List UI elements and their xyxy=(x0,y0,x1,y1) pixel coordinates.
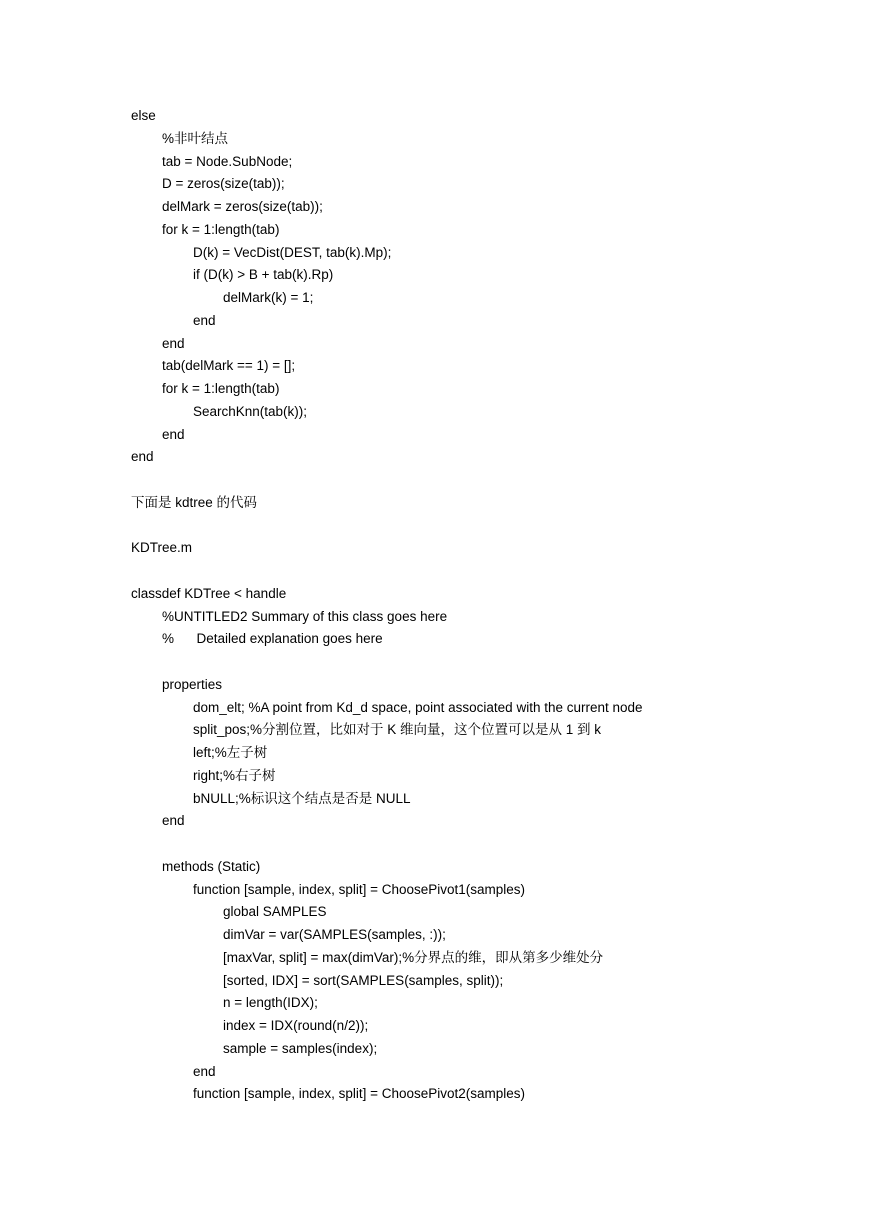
code-line-for-loop-1: for k = 1:length(tab) xyxy=(162,222,280,237)
code-line-n-length: n = length(IDX); xyxy=(223,995,318,1010)
code-line-end-for-2: end xyxy=(162,427,185,442)
code-line-if-condition: if (D(k) > B + tab(k).Rp) xyxy=(193,267,334,282)
paragraph-kdtree-intro: 下面是 kdtree 的代码 xyxy=(131,495,258,510)
code-line-split-pos: split_pos;%分割位置，比如对于 K 维向量，这个位置可以是从 1 到 k xyxy=(193,722,602,737)
code-line-global-samples: global SAMPLES xyxy=(223,904,327,919)
code-line-for-loop-2: for k = 1:length(tab) xyxy=(162,381,280,396)
code-line-sample: sample = samples(index); xyxy=(223,1041,378,1056)
code-line-end-properties: end xyxy=(162,813,185,828)
code-line-dom-elt: dom_elt; %A point from Kd_d space, point associated with the current node xyxy=(193,700,643,715)
code-line-choosepivot2: function [sample, index, split] = ChoosePivot2(samples) xyxy=(193,1086,526,1101)
code-line-end-function: end xyxy=(193,1064,216,1079)
code-line-sort: [sorted, IDX] = sort(SAMPLES(samples, split)); xyxy=(223,973,504,988)
code-line-tab-delete: tab(delMark == 1) = []; xyxy=(162,358,296,373)
code-line-delmark-zeros: delMark = zeros(size(tab)); xyxy=(162,199,323,214)
code-line-else: else xyxy=(131,108,156,123)
code-line-searchknn: SearchKnn(tab(k)); xyxy=(193,404,308,419)
code-line-methods-static: methods (Static) xyxy=(162,859,261,874)
code-comment-non-leaf-node: %非叶结点 xyxy=(162,131,229,146)
code-line-index: index = IDX(round(n/2)); xyxy=(223,1018,369,1033)
code-line-bnull: bNULL;%标识这个结点是否是 NULL xyxy=(193,791,411,806)
code-line-d-zeros: D = zeros(size(tab)); xyxy=(162,176,285,191)
code-line-right: right;%右子树 xyxy=(193,768,276,783)
code-line-properties: properties xyxy=(162,677,223,692)
code-line-classdef: classdef KDTree < handle xyxy=(131,586,287,601)
code-line-end-for-1: end xyxy=(162,336,185,351)
code-line-end-else: end xyxy=(131,449,154,464)
code-line-tab-assign: tab = Node.SubNode; xyxy=(162,154,293,169)
file-name-heading: KDTree.m xyxy=(131,540,193,555)
code-line-delmark-set: delMark(k) = 1; xyxy=(223,290,314,305)
code-comment-summary: %UNTITLED2 Summary of this class goes here xyxy=(162,609,448,624)
code-line-dimvar: dimVar = var(SAMPLES(samples, :)); xyxy=(223,927,446,942)
code-comment-detailed: % Detailed explanation goes here xyxy=(162,631,383,646)
code-line-left: left;%左子树 xyxy=(193,745,268,760)
code-line-vecdist: D(k) = VecDist(DEST, tab(k).Mp); xyxy=(193,245,392,260)
code-line-end-if: end xyxy=(193,313,216,328)
code-line-maxvar: [maxVar, split] = max(dimVar);%分界点的维，即从第多少维处分 xyxy=(223,950,604,965)
code-line-choosepivot1: function [sample, index, split] = ChoosePivot1(samples) xyxy=(193,882,526,897)
